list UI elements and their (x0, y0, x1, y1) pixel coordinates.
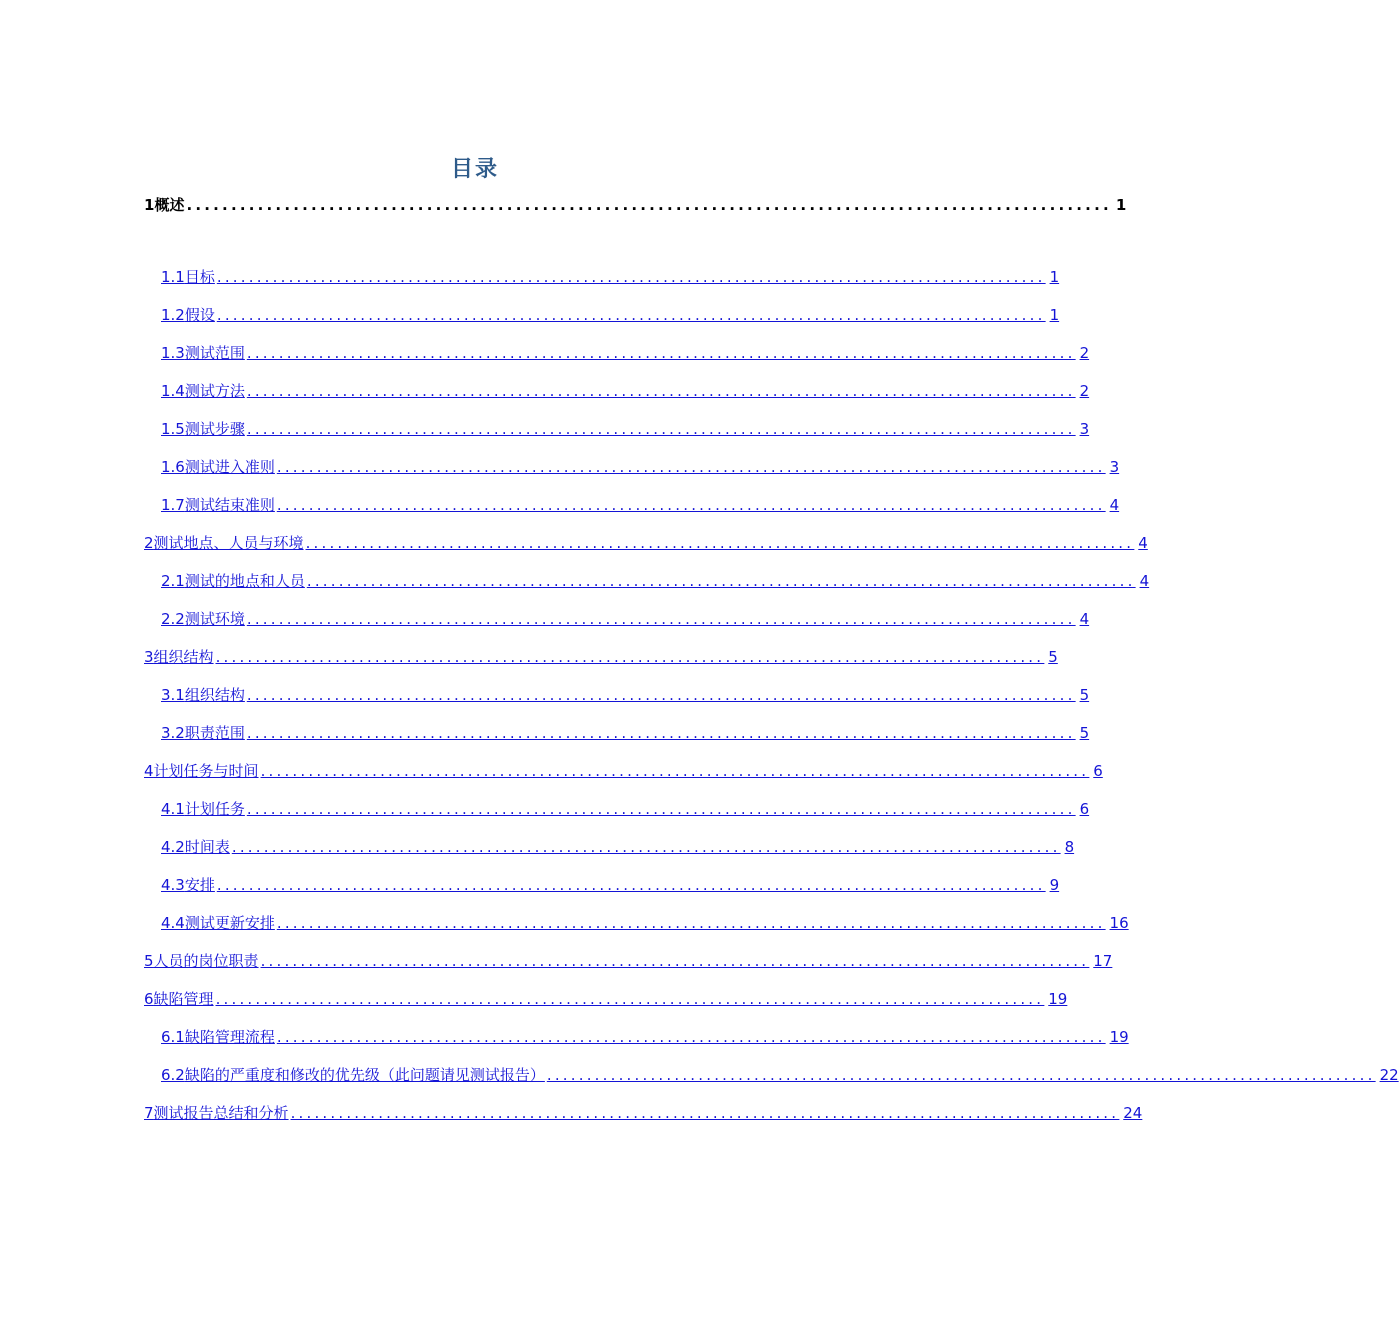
toc-leader: ........................................................................................................ (260, 952, 1090, 970)
toc-number: 1.4 (161, 382, 185, 400)
toc-label: 测试地点、人员与环境 (153, 534, 304, 552)
toc-page-number: 19 (1109, 1028, 1129, 1046)
toc-entry-4-2[interactable] (161, 837, 1075, 857)
toc-label: 测试报告总结和分析 (153, 1104, 289, 1122)
toc-entry-5[interactable] (144, 951, 1113, 971)
toc-label: 测试进入准则 (184, 458, 275, 476)
toc-leader: ........................................................................................................ (246, 610, 1076, 628)
toc-number: 1.1 (161, 268, 185, 286)
toc-page-number: 16 (1109, 914, 1129, 932)
toc-page-number: 4 (1079, 610, 1090, 628)
toc-page-number: 3 (1109, 458, 1120, 476)
toc-label: 测试方法 (184, 382, 245, 400)
toc-entry-1-2[interactable] (161, 305, 1060, 325)
toc-page-number: 4 (1139, 572, 1150, 590)
toc-page-number: 5 (1079, 686, 1090, 704)
toc-label: 缺陷的严重度和修改的优先级（此问题请见测试报告） (184, 1066, 545, 1084)
toc-number: 3.2 (161, 724, 185, 742)
toc-number: 4.3 (161, 876, 185, 894)
toc-label: 目标 (184, 268, 215, 286)
toc-label: 职责范围 (184, 724, 245, 742)
toc-entry-2-1[interactable] (161, 571, 1150, 591)
toc-entry-2[interactable] (144, 533, 1148, 553)
toc-label: 测试范围 (184, 344, 245, 362)
toc-label: 组织结构 (153, 648, 214, 666)
toc-entry-1-4[interactable] (161, 381, 1090, 401)
toc-number: 2 (144, 534, 154, 552)
toc-number: 4.1 (161, 800, 185, 818)
toc-leader: ........................................................................................................ (246, 724, 1076, 742)
toc-page-number: 17 (1093, 952, 1113, 970)
toc-entry-2-2[interactable] (161, 609, 1090, 629)
toc-page-number: 4 (1138, 534, 1148, 552)
toc-page-number: 9 (1049, 876, 1060, 894)
toc-number: 1.5 (161, 420, 185, 438)
toc-leader: ........................................................................................................ (216, 876, 1046, 894)
toc-page-number: 6 (1079, 800, 1090, 818)
toc-leader: ........................................................................................................ (276, 496, 1106, 514)
toc-entry-6[interactable] (144, 989, 1068, 1009)
toc-label: 假设 (184, 306, 215, 324)
toc-label: 缺陷管理 (153, 990, 214, 1008)
toc-leader: ........................................................................................................ (246, 686, 1076, 704)
toc-leader: ........................................................................................................ (186, 196, 1112, 214)
toc-entry-3-2[interactable] (161, 723, 1090, 743)
toc-entry-1-7[interactable] (161, 495, 1120, 515)
toc-leader: ........................................................................................................ (306, 572, 1136, 590)
toc-number: 4 (144, 762, 154, 780)
toc-number: 7 (144, 1104, 154, 1122)
toc-label: 时间表 (184, 838, 230, 856)
toc-label: 测试环境 (184, 610, 245, 628)
toc-page-number: 5 (1079, 724, 1090, 742)
toc-entry-7[interactable] (144, 1103, 1143, 1123)
toc-leader: ........................................................................................................ (276, 1028, 1106, 1046)
toc-number: 2.2 (161, 610, 185, 628)
toc-number: 1 (144, 196, 155, 214)
toc-leader: ........................................................................................................ (546, 1066, 1376, 1084)
toc-number: 6.2 (161, 1066, 185, 1084)
toc-number: 1.3 (161, 344, 185, 362)
toc-number: 3 (144, 648, 154, 666)
toc-number: 1.7 (161, 496, 185, 514)
toc-entry-1-3[interactable] (161, 343, 1090, 363)
toc-number: 3.1 (161, 686, 185, 704)
toc-entry-6-2[interactable] (161, 1065, 1399, 1085)
toc-leader: ........................................................................................................ (216, 306, 1046, 324)
toc-entry-1-6[interactable] (161, 457, 1120, 477)
page-title: 目录 (450, 157, 499, 182)
toc-leader: ........................................................................................................ (215, 648, 1045, 666)
toc-leader: ........................................................................................................ (246, 800, 1076, 818)
toc-label: 测试的地点和人员 (184, 572, 305, 590)
toc-page-number: 22 (1379, 1066, 1399, 1084)
toc-number: 1.6 (161, 458, 185, 476)
toc-page-number: 2 (1079, 382, 1090, 400)
toc-entry-4-1[interactable] (161, 799, 1090, 819)
toc-leader: ........................................................................................................ (305, 534, 1135, 552)
toc-leader: ........................................................................................................ (231, 838, 1061, 856)
toc-page-number: 6 (1093, 762, 1103, 780)
toc-page-number: 2 (1079, 344, 1090, 362)
toc-page-number: 1 (1049, 306, 1060, 324)
toc-page-number: 8 (1064, 838, 1075, 856)
toc-label: 4.4测试更新安排 (161, 914, 275, 932)
toc-label: 测试结束准则 (184, 496, 275, 514)
toc-page-number: 19 (1048, 990, 1068, 1008)
toc-label: 组织结构 (184, 686, 245, 704)
toc-label: 概述 (154, 196, 185, 214)
toc-label: 人员的岗位职责 (153, 952, 259, 970)
toc-label: 缺陷管理流程 (184, 1028, 275, 1046)
toc-number: 6.1 (161, 1028, 185, 1046)
toc-leader: ........................................................................................................ (216, 268, 1046, 286)
toc-entry-1-5[interactable] (161, 419, 1090, 439)
toc-entry-3-1[interactable] (161, 685, 1090, 705)
toc-number: 1.2 (161, 306, 185, 324)
toc-label: 计划任务 (184, 800, 245, 818)
toc-label: 计划任务与时间 (153, 762, 259, 780)
toc-leader: ........................................................................................................ (276, 458, 1106, 476)
toc-leader: ........................................................................................................ (215, 990, 1045, 1008)
toc-entry-4[interactable] (144, 761, 1103, 781)
toc-label: 安排 (184, 876, 215, 894)
toc-page-number: 1 (1049, 268, 1060, 286)
toc-number: 2.1 (161, 572, 185, 590)
toc-label: 测试步骤 (184, 420, 245, 438)
toc-page-number: 24 (1123, 1104, 1143, 1122)
toc-entry-6-1[interactable] (161, 1027, 1129, 1047)
toc-page-number: 1 (1115, 196, 1127, 214)
toc-leader: ........................................................................................................ (290, 1104, 1120, 1122)
toc-entry-3[interactable] (144, 647, 1058, 667)
toc-entry-1[interactable] (144, 195, 1127, 215)
toc-entry-4-3[interactable] (161, 875, 1060, 895)
toc-page-number: 4 (1109, 496, 1120, 514)
toc-leader: ........................................................................................................ (246, 420, 1076, 438)
toc-leader: ........................................................................................................ (246, 344, 1076, 362)
toc-entry-1-1[interactable] (161, 267, 1060, 287)
toc-number: 5 (144, 952, 154, 970)
toc-page-number: 5 (1048, 648, 1058, 666)
toc-number: 6 (144, 990, 154, 1008)
toc-leader: ........................................................................................................ (246, 382, 1076, 400)
toc-number: 4.2 (161, 838, 185, 856)
toc-leader: ........................................................................................................ (276, 914, 1106, 932)
toc-page-number: 3 (1079, 420, 1090, 438)
toc-leader: ........................................................................................................ (260, 762, 1090, 780)
toc-entry-4-4[interactable] (161, 913, 1129, 933)
